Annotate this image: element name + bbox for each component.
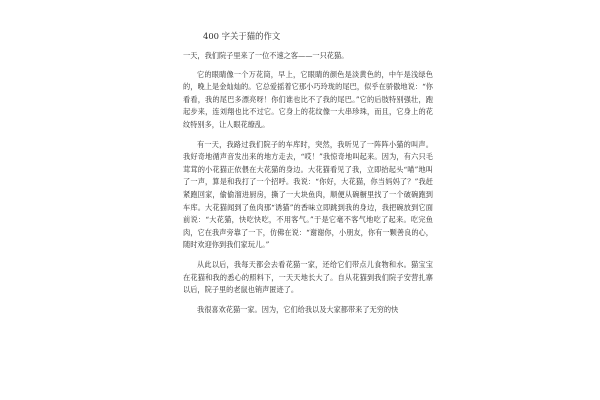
paragraph-5: 我很喜欢花猫一家。因为，它们给我以及大家都带来了无穷的快 — [197, 304, 399, 314]
essay-page — [183, 30, 433, 323]
essay-title: 400 字关于猫的作文 — [203, 31, 281, 41]
paragraph-2: 它的眼睛像一个万花筒，早上，它眼睛的颜色是淡黄色的，中午是浅绿色的，晚上是金灿灿的。它总爱摇着它那小巧玲珑的尾巴，似乎在骄傲地说：“你看看，我的尾巴多漂亮呀！你们谁也比不了我的尾巴。”它的后肢特别强壮，跑起步来，连刘翔也比不过它。它身上的花纹像一大串珍珠，而且，它身上的花纹特别多，让人眼花缭乱。 — [183, 69, 433, 129]
paragraph-1: 一天，我们院子里来了一位不速之客——一只花猫。 — [183, 51, 349, 60]
paragraph-4: 从此以后，我每天都会去看花猫一家，还给它们带点儿食物和水。猫宝宝在花猫和我的悉心的照料下，一天天地长大了。自从花猫到我们院子安营扎寨以后，院子里的老鼠也销声匿迹了。 — [183, 259, 433, 295]
paragraph-3: 有一天，我路过我们院子的车库时，突然，我听见了一阵阵小猫的叫声。我好奇地循声音发出来的地方走去，“哎！”我惊奇地叫起来。因为，有六只毛茸茸的小花猫正依偎在大花猫的身边。大花猫看见了我，立即抬起头“喵”地叫了一声，算是和我打了一个招呼。我说：“你好，大花猫，你当妈妈了？”我赶紧跑回家，偷偷溜进厨房，撕了一大块鱼肉，顺便从碗橱里找了一个破碗跑到车库。大花猫闻到了鱼肉那“诱猫”的香味立即跳到我的身边，我把碗放到它面前说：“大花猫，快吃快吃，不用客气。”于是它毫不客气地吃了起来。吃完鱼肉，它在我声旁靠了一下，仿佛在说：“谢谢你，小朋友，你有一颗善良的心，随时欢迎你到我们家玩儿。” — [183, 139, 433, 250]
